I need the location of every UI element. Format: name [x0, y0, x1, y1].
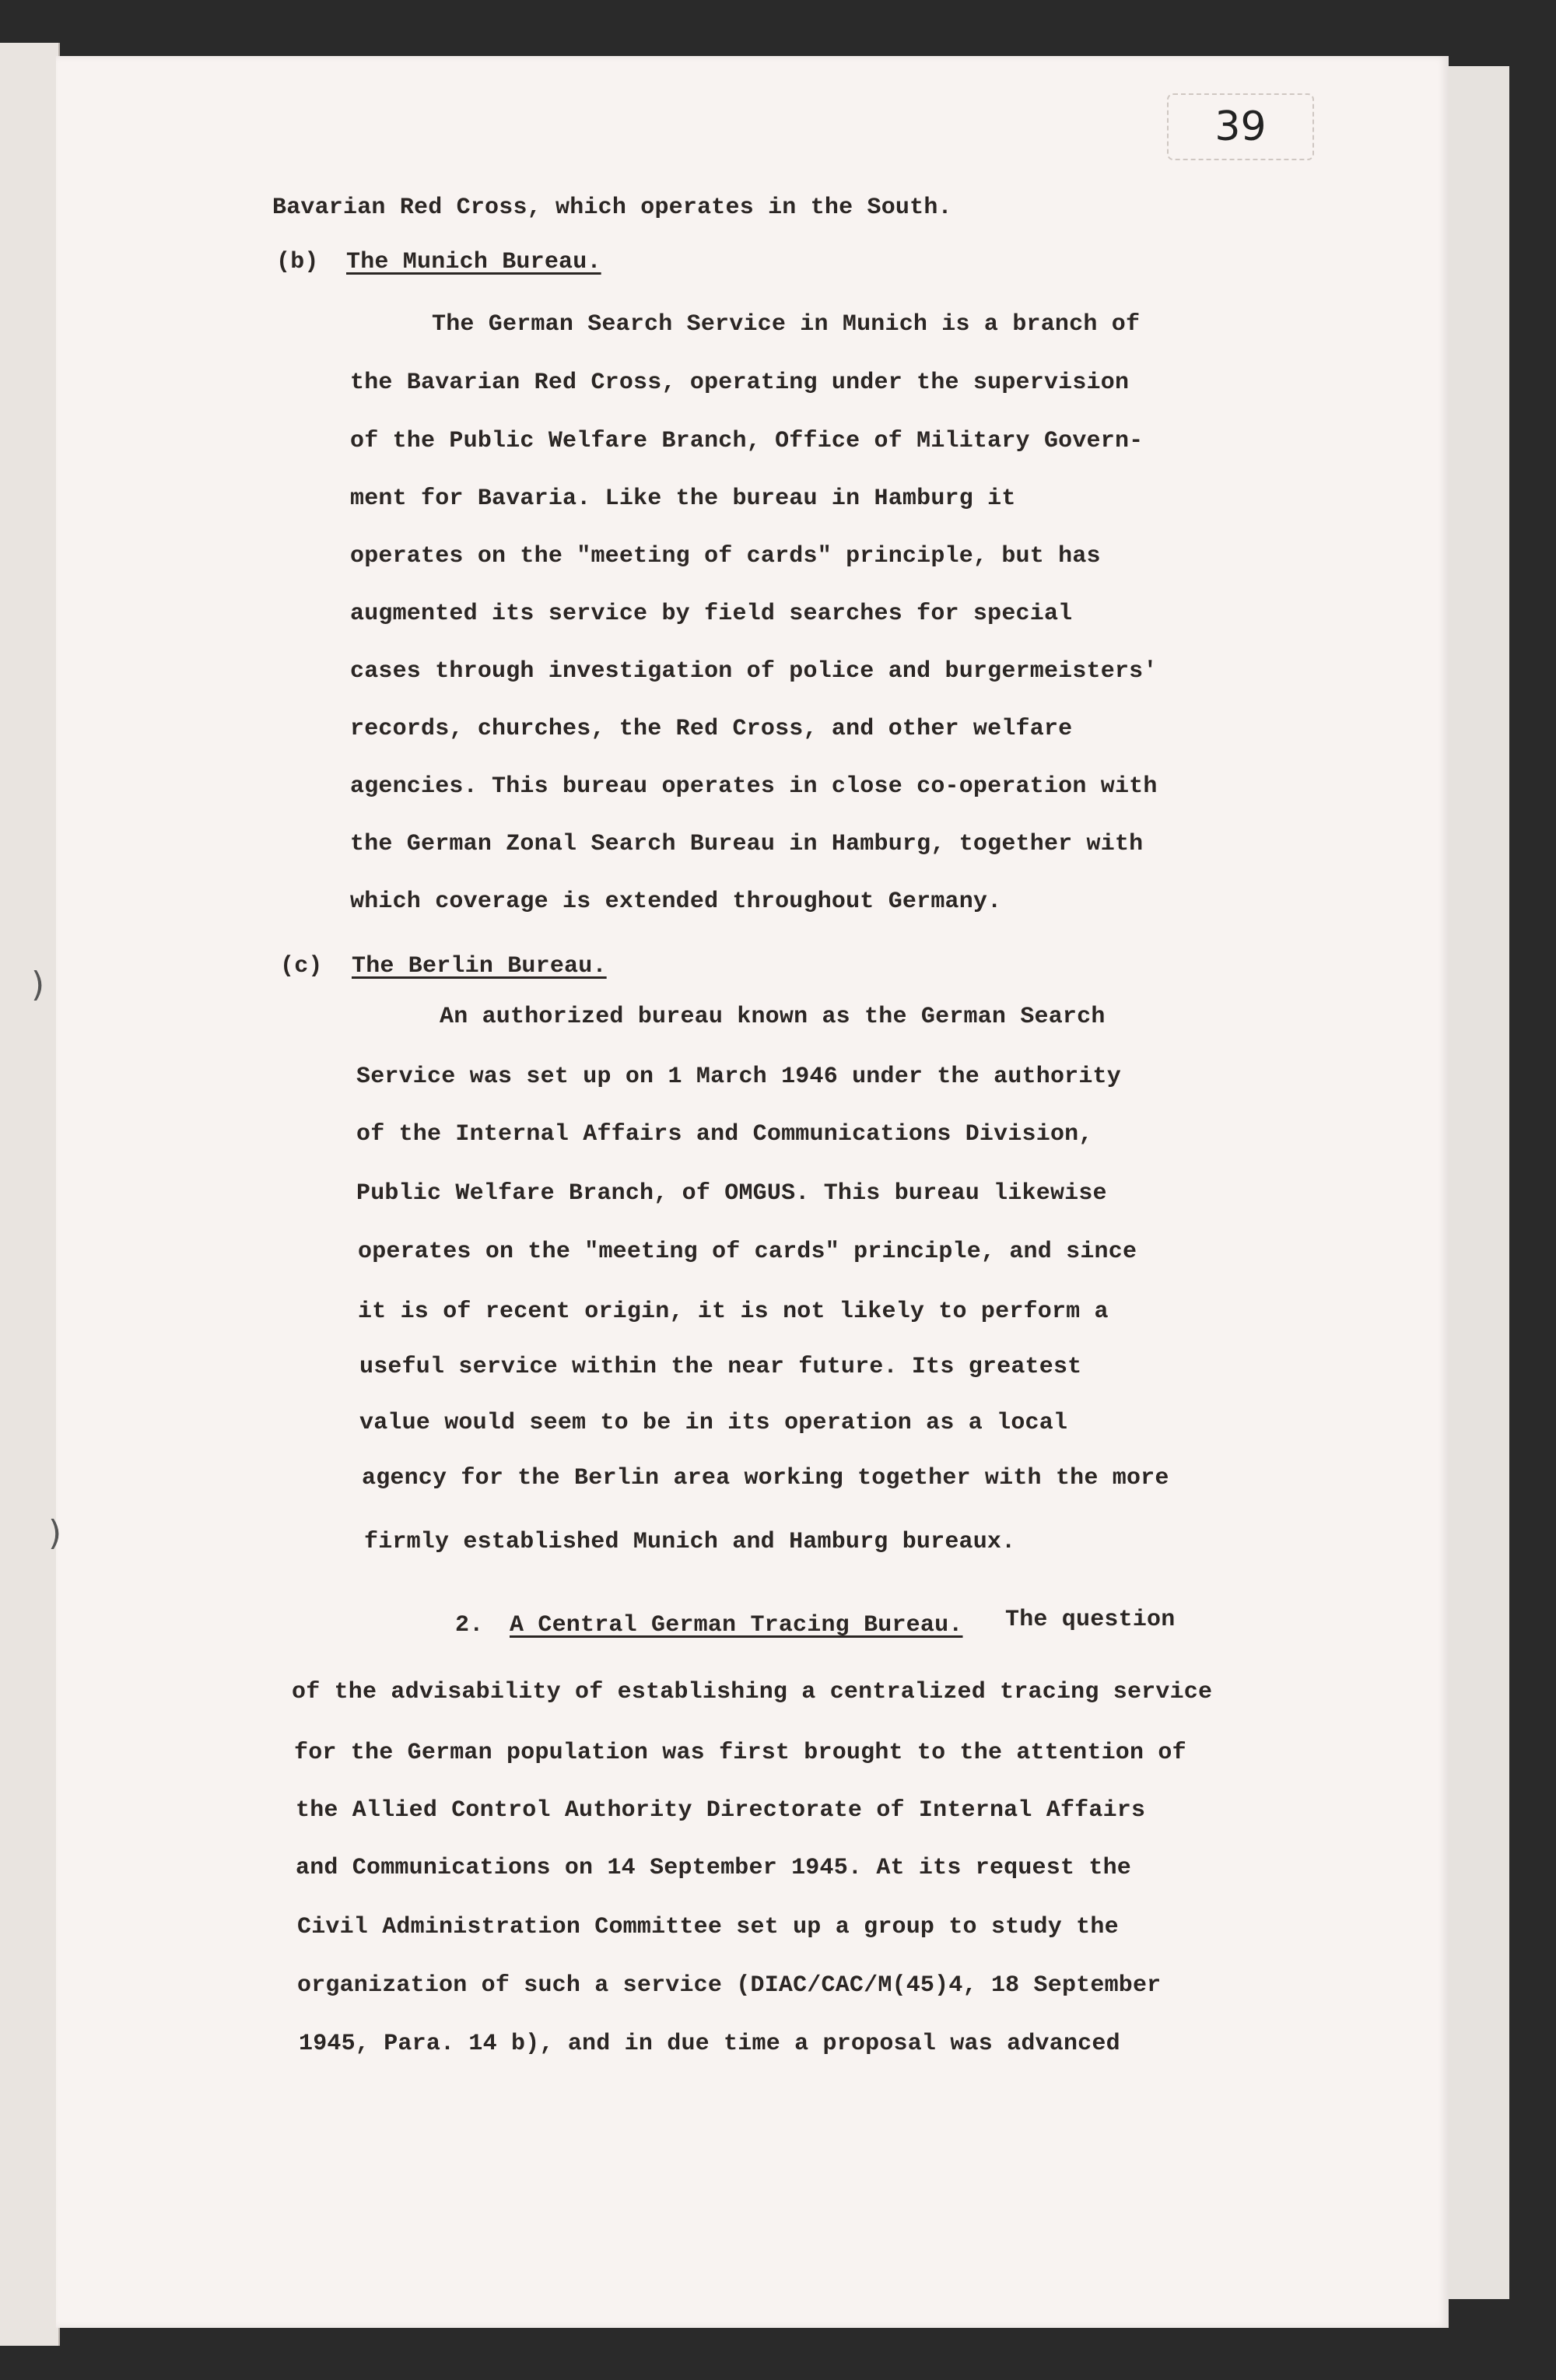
section-b-line: ment for Bavaria. Like the bureau in Hamburg it	[350, 485, 1016, 512]
previous-page-edge	[0, 43, 60, 2346]
section-2-line: for the German population was first brought to the attention of	[294, 1740, 1186, 1766]
binding-mark: )	[48, 1513, 62, 1553]
section-b-line: The German Search Service in Munich is a branch of	[432, 311, 1141, 338]
section-2-line: organization of such a service (DIAC/CAC/M(45)4, 18 September	[297, 1972, 1162, 1999]
section-b-line: of the Public Welfare Branch, Office of Military Govern-	[350, 428, 1144, 454]
section-2-first-line: The question	[1005, 1607, 1176, 1633]
section-b-line: records, churches, the Red Cross, and other welfare	[350, 716, 1073, 742]
section-b-line: the German Zonal Search Bureau in Hamburg, together with	[350, 831, 1144, 857]
section-b-line: which coverage is extended throughout Germany.	[350, 889, 1002, 915]
section-c-line: of the Internal Affairs and Communications Division,	[356, 1121, 1093, 1148]
section-2-line: Civil Administration Committee set up a group to study the	[297, 1914, 1119, 1940]
section-c-line: useful service within the near future. Its greatest	[359, 1354, 1082, 1380]
section-2-line: the Allied Control Authority Directorate of Internal Affairs	[296, 1797, 1146, 1824]
section-2-title: A Central German Tracing Bureau.	[510, 1612, 963, 1639]
section-c-line: operates on the "meeting of cards" principle, and since	[358, 1239, 1137, 1265]
section-c-line: agency for the Berlin area working together with the more	[362, 1465, 1169, 1491]
opening-line: Bavarian Red Cross, which operates in the South.	[272, 195, 952, 221]
section-c-line: An authorized bureau known as the German Search	[440, 1004, 1106, 1030]
section-c-line: it is of recent origin, it is not likely to perform a	[358, 1299, 1109, 1325]
section-b-line: agencies. This bureau operates in close co-operation with	[350, 773, 1158, 800]
section-c-line: value would seem to be in its operation as a local	[359, 1410, 1068, 1436]
section-c-line: Service was set up on 1 March 1946 under the authority	[356, 1064, 1121, 1090]
section-2-line: 1945, Para. 14 b), and in due time a proposal was advanced	[299, 2031, 1120, 2057]
page-number: 39	[1167, 93, 1314, 160]
section-b-line: the Bavarian Red Cross, operating under the supervision	[350, 370, 1130, 396]
section-c-line: firmly established Munich and Hamburg bureaux.	[364, 1529, 1016, 1555]
binding-mark: )	[31, 965, 45, 1004]
section-b-line: cases through investigation of police and burgermeisters'	[350, 658, 1158, 685]
section-b-line: operates on the "meeting of cards" principle, but has	[350, 543, 1101, 570]
section-b-line: augmented its service by field searches for special	[350, 601, 1073, 627]
section-b-title: The Munich Bureau.	[346, 249, 601, 275]
section-2-line: and Communications on 14 September 1945. At its request the	[296, 1855, 1131, 1881]
section-b-label: (b)	[276, 249, 319, 275]
section-c-title: The Berlin Bureau.	[352, 953, 607, 980]
section-c-label: (c)	[280, 953, 323, 980]
section-2-line: of the advisability of establishing a centralized tracing service	[292, 1679, 1213, 1705]
section-2-number: 2.	[455, 1612, 484, 1639]
section-c-line: Public Welfare Branch, of OMGUS. This bureau likewise	[356, 1180, 1107, 1207]
